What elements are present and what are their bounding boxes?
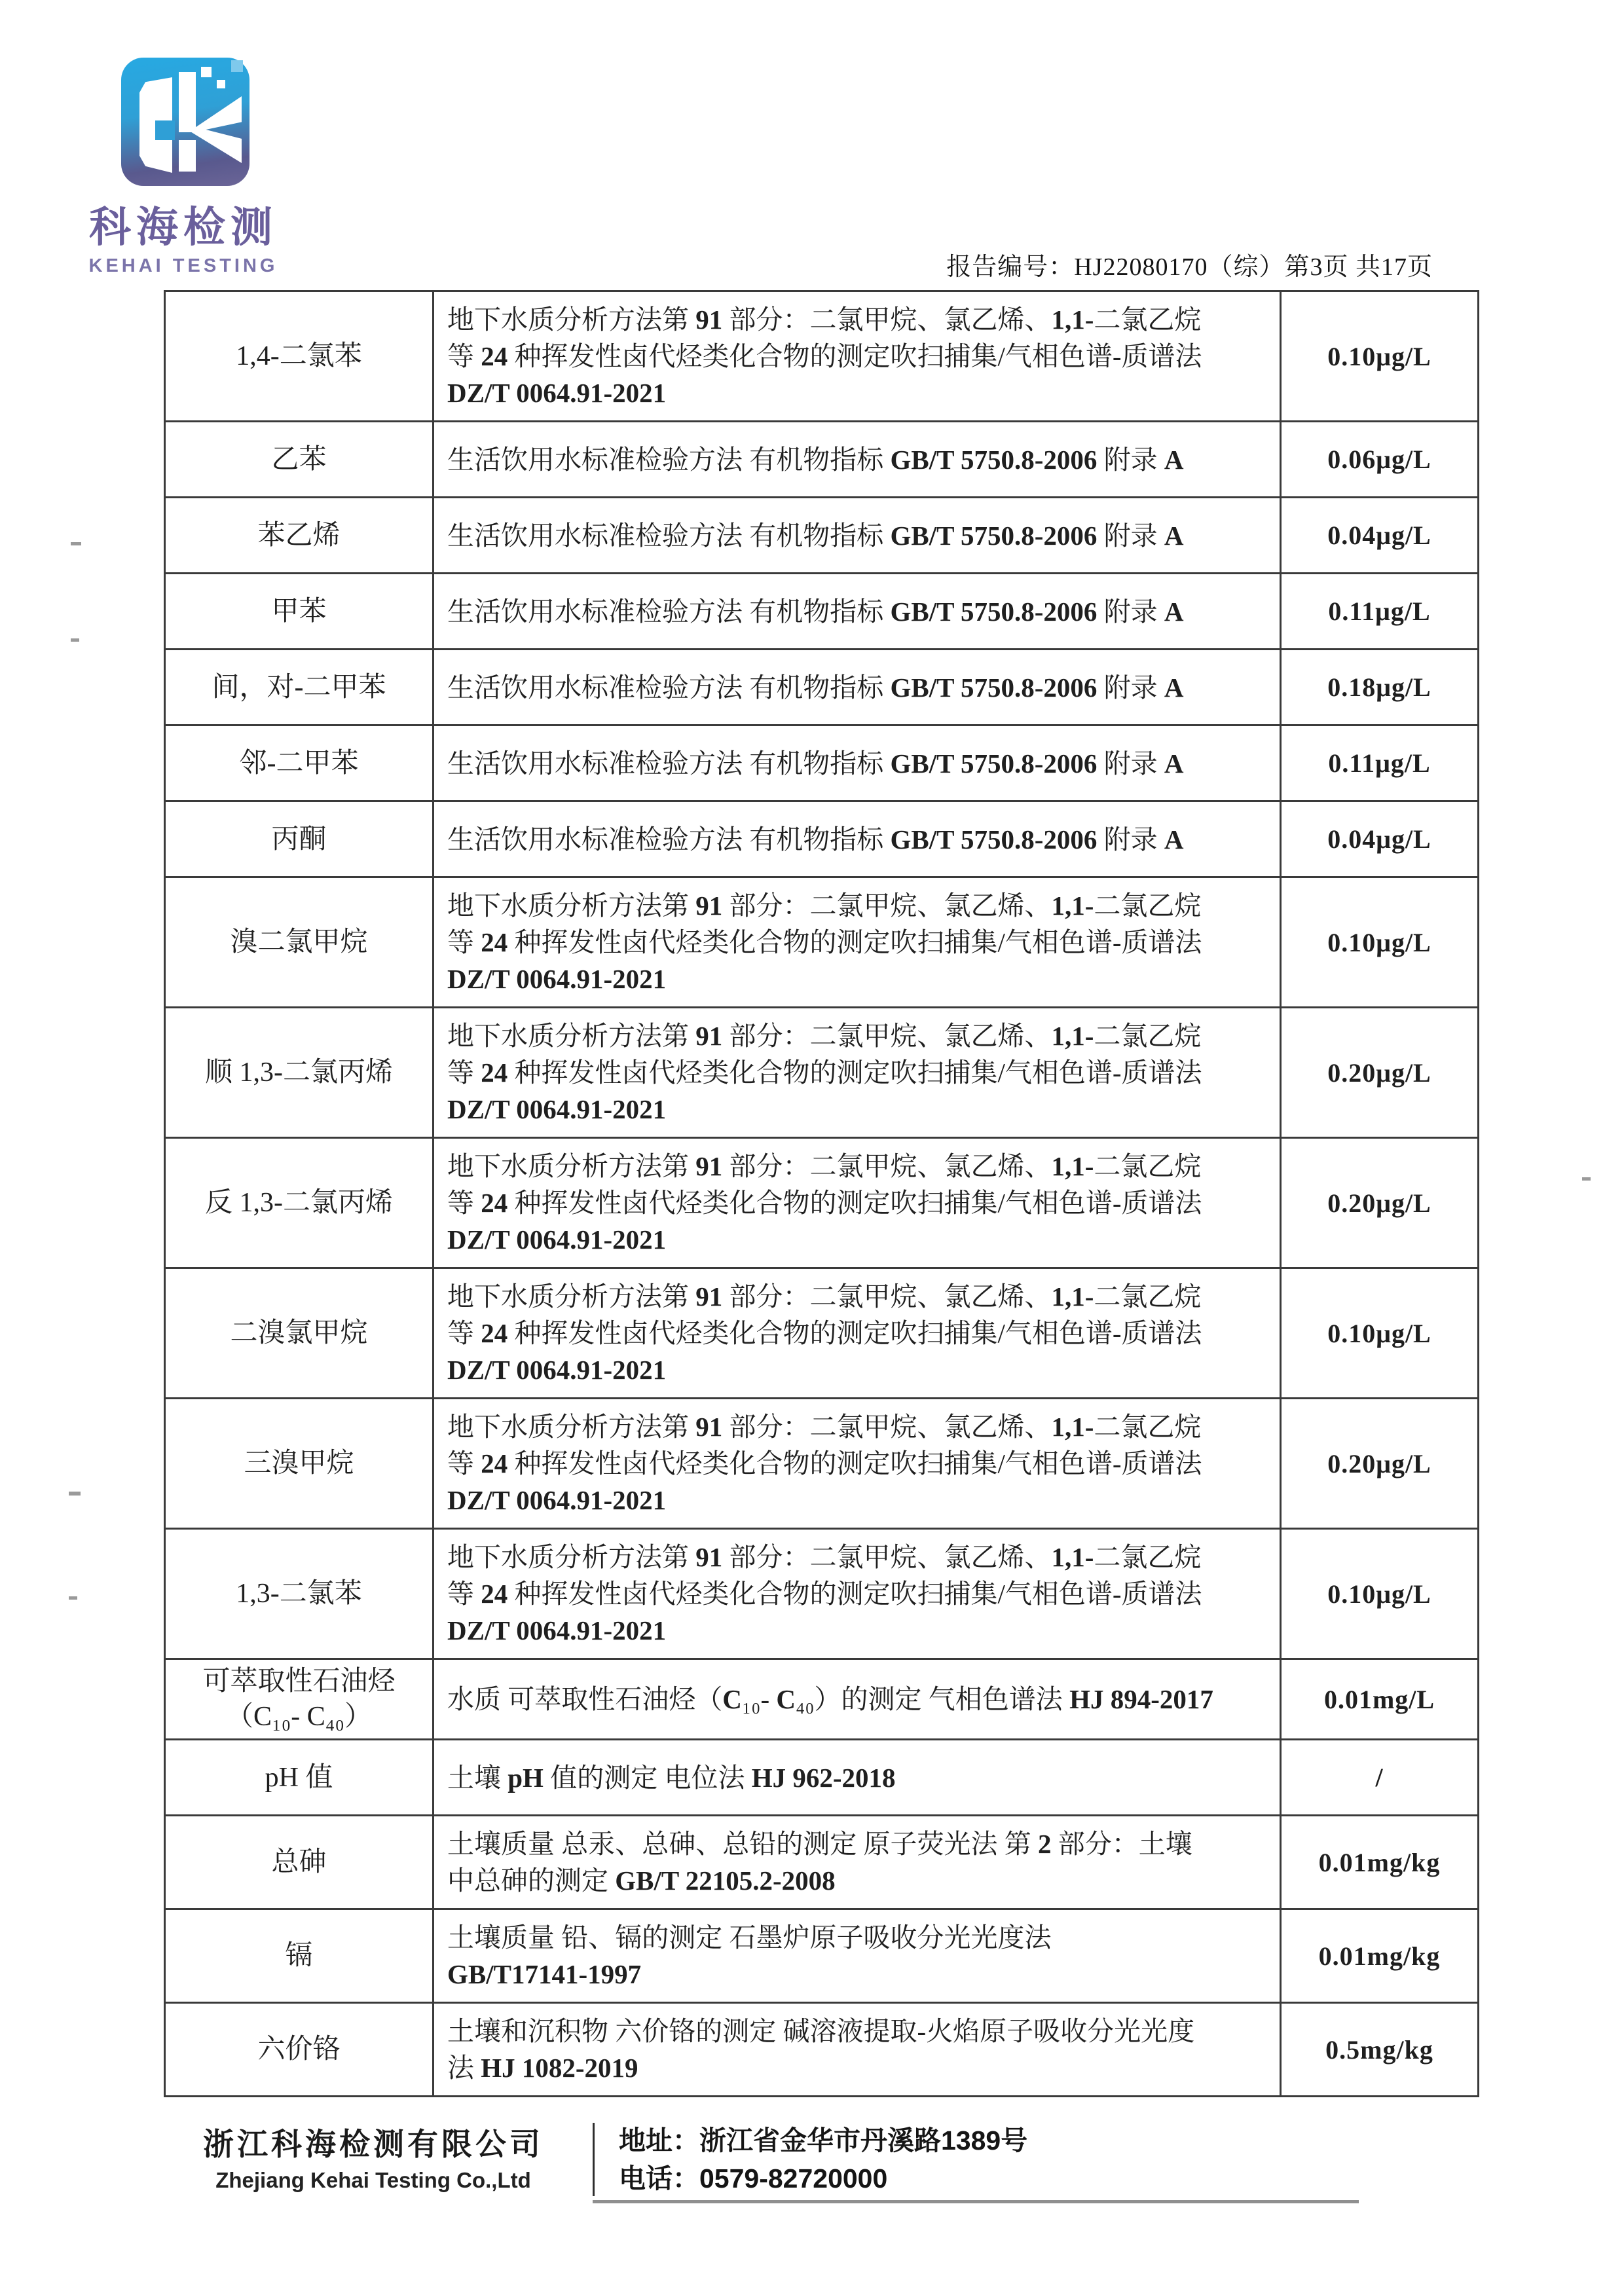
detection-limit: 0.01mg/kg: [1281, 1816, 1479, 1909]
method-text: 生活饮用水标准检验方法 有机物指标 GB/T 5750.8-2006 附录 A: [434, 574, 1281, 650]
logo-bar-shape: [179, 140, 196, 172]
method-text: 地下水质分析方法第 91 部分：二氯甲烷、氯乙烯、1,1-二氯乙烷 等 24 种挥发性卤代烃类化合物的测定吹扫捕集/气相色谱-质谱法 DZ/T 0064.91-2021: [434, 1138, 1281, 1268]
company-name-cn: 浙江科海检测有限公司: [203, 2127, 544, 2161]
analyte-name: 反 1,3-二氯丙烯: [165, 1138, 434, 1268]
table-row: [165, 291, 1479, 422]
analyte-name: 可萃取性石油烃 （C₁₀- C₄₀）: [165, 1659, 434, 1740]
logo-name-en: KEHAI TESTING: [88, 255, 278, 276]
method-text: 生活饮用水标准检验方法 有机物指标 GB/T 5750.8-2006 附录 A: [434, 422, 1281, 498]
table-row: [165, 1138, 1479, 1268]
method-text: 水质 可萃取性石油烃（C₁₀- C₄₀）的测定 气相色谱法 HJ 894-2017: [434, 1659, 1281, 1740]
table-row: [165, 877, 1479, 1008]
method-text: 土壤质量 总汞、总砷、总铅的测定 原子荧光法 第 2 部分：土壤 中总砷的测定 GB/T 22105.2-2008: [434, 1816, 1281, 1909]
detection-limit: 0.20μg/L: [1281, 1138, 1479, 1268]
analyte-name: 1,4-二氯苯: [165, 291, 434, 422]
method-text: 地下水质分析方法第 91 部分：二氯甲烷、氯乙烯、1,1-二氯乙烷 等 24 种挥发性卤代烃类化合物的测定吹扫捕集/气相色谱-质谱法 DZ/T 0064.91-2021: [434, 877, 1281, 1008]
logo-pixel: [155, 120, 175, 140]
kehai-logo-icon: [121, 58, 249, 186]
method-text: 地下水质分析方法第 91 部分：二氯甲烷、氯乙烯、1,1-二氯乙烷 等 24 种挥发性卤代烃类化合物的测定吹扫捕集/气相色谱-质谱法 DZ/T 0064.91-2021: [434, 1399, 1281, 1529]
scan-artifact: [71, 638, 79, 642]
detection-limit: 0.18μg/L: [1281, 650, 1479, 725]
analyte-name: 镉: [165, 1909, 434, 2003]
method-text: 地下水质分析方法第 91 部分：二氯甲烷、氯乙烯、1,1-二氯乙烷 等 24 种挥发性卤代烃类化合物的测定吹扫捕集/气相色谱-质谱法 DZ/T 0064.91-2021: [434, 1268, 1281, 1399]
table-row: [165, 1399, 1479, 1529]
logo-name-cn: 科海检测: [89, 204, 278, 251]
phone-value: 0579-82720000: [699, 2163, 888, 2194]
detection-limit: 0.11μg/L: [1281, 725, 1479, 801]
table-row: [165, 1659, 1479, 1740]
analyte-name: 邻-二甲苯: [165, 725, 434, 801]
phone-line: [619, 2159, 1027, 2197]
detection-limit: 0.01mg/L: [1281, 1659, 1479, 1740]
analyte-name: 六价铬: [165, 2003, 434, 2097]
table-row: [165, 498, 1479, 574]
analyte-name: 苯乙烯: [165, 498, 434, 574]
table-row: [165, 422, 1479, 498]
scan-shadow-line: [593, 2200, 1359, 2203]
table-row: [165, 1816, 1479, 1909]
detection-limit: /: [1281, 1740, 1479, 1816]
footer-company: [177, 2120, 570, 2193]
scan-artifact: [69, 1596, 77, 1600]
analyte-name: 乙苯: [165, 422, 434, 498]
table-row: [165, 801, 1479, 877]
detection-limit: 0.10μg/L: [1281, 1529, 1479, 1659]
logo-pixel: [217, 80, 225, 88]
detection-limit: 0.04μg/L: [1281, 498, 1479, 574]
table-row: [165, 2003, 1479, 2097]
method-text: 地下水质分析方法第 91 部分：二氯甲烷、氯乙烯、1,1-二氯乙烷 等 24 种挥发性卤代烃类化合物的测定吹扫捕集/气相色谱-质谱法 DZ/T 0064.91-2021: [434, 1008, 1281, 1138]
method-text: 生活饮用水标准检验方法 有机物指标 GB/T 5750.8-2006 附录 A: [434, 725, 1281, 801]
phone-label: 电话：: [619, 2163, 699, 2194]
table-row: [165, 1268, 1479, 1399]
table-row: [165, 725, 1479, 801]
detection-limit: 0.06μg/L: [1281, 422, 1479, 498]
scan-artifact: [71, 542, 81, 545]
method-text: 生活饮用水标准检验方法 有机物指标 GB/T 5750.8-2006 附录 A: [434, 801, 1281, 877]
footer-divider: [593, 2123, 595, 2196]
methods-table-body: [165, 291, 1479, 2097]
analyte-name: 溴二氯甲烷: [165, 877, 434, 1008]
table-row: [165, 1740, 1479, 1816]
analyte-name: 顺 1,3-二氯丙烯: [165, 1008, 434, 1138]
detection-limit: 0.04μg/L: [1281, 801, 1479, 877]
address-label: 地址：: [619, 2125, 699, 2156]
logo-pixel: [231, 60, 243, 72]
detection-limit: 0.11μg/L: [1281, 574, 1479, 650]
method-text: 地下水质分析方法第 91 部分：二氯甲烷、氯乙烯、1,1-二氯乙烷 等 24 种挥发性卤代烃类化合物的测定吹扫捕集/气相色谱-质谱法 DZ/T 0064.91-2021: [434, 291, 1281, 422]
company-logo: [69, 58, 298, 277]
analyte-name: 甲苯: [165, 574, 434, 650]
company-name-en: Zhejiang Kehai Testing Co.,Ltd: [215, 2168, 531, 2192]
analyte-name: 丙酮: [165, 801, 434, 877]
analyte-name: 三溴甲烷: [165, 1399, 434, 1529]
table-row: [165, 1008, 1479, 1138]
method-text: 生活饮用水标准检验方法 有机物指标 GB/T 5750.8-2006 附录 A: [434, 650, 1281, 725]
analyte-name: 1,3-二氯苯: [165, 1529, 434, 1659]
table-row: [165, 1909, 1479, 2003]
detection-limit: 0.20μg/L: [1281, 1399, 1479, 1529]
method-text: 土壤质量 铅、镉的测定 石墨炉原子吸收分光光度法 GB/T17141-1997: [434, 1909, 1281, 2003]
detection-limit: 0.5mg/kg: [1281, 2003, 1479, 2097]
address-value: 浙江省金华市丹溪路1389号: [699, 2125, 1028, 2156]
analyte-name: 间，对-二甲苯: [165, 650, 434, 725]
table-row: [165, 1529, 1479, 1659]
detection-limit: 0.20μg/L: [1281, 1008, 1479, 1138]
address-line: [619, 2121, 1027, 2159]
table-row: [165, 574, 1479, 650]
analyte-name: 总砷: [165, 1816, 434, 1909]
logo-pixel: [201, 67, 212, 77]
table-row: [165, 650, 1479, 725]
footer-contact: [619, 2121, 1027, 2197]
detection-limit: 0.01mg/kg: [1281, 1909, 1479, 2003]
scan-artifact: [1582, 1177, 1591, 1181]
detection-limit: 0.10μg/L: [1281, 1268, 1479, 1399]
analyte-name: pH 值: [165, 1740, 434, 1816]
method-text: 地下水质分析方法第 91 部分：二氯甲烷、氯乙烯、1,1-二氯乙烷 等 24 种挥发性卤代烃类化合物的测定吹扫捕集/气相色谱-质谱法 DZ/T 0064.91-2021: [434, 1529, 1281, 1659]
detection-limit: 0.10μg/L: [1281, 877, 1479, 1008]
logo-bar-shape: [179, 72, 196, 132]
analyte-name: 二溴氯甲烷: [165, 1268, 434, 1399]
scan-artifact: [69, 1492, 81, 1496]
report-number-line: 报告编号：HJ22080170（综）第3页 共17页: [946, 253, 1433, 281]
method-text: 土壤和沉积物 六价铬的测定 碱溶液提取-火焰原子吸收分光光度 法 HJ 1082-2019: [434, 2003, 1281, 2097]
method-text: 生活饮用水标准检验方法 有机物指标 GB/T 5750.8-2006 附录 A: [434, 498, 1281, 574]
method-text: 土壤 pH 值的测定 电位法 HJ 962-2018: [434, 1740, 1281, 1816]
detection-limit: 0.10μg/L: [1281, 291, 1479, 422]
methods-table: [164, 290, 1479, 2097]
